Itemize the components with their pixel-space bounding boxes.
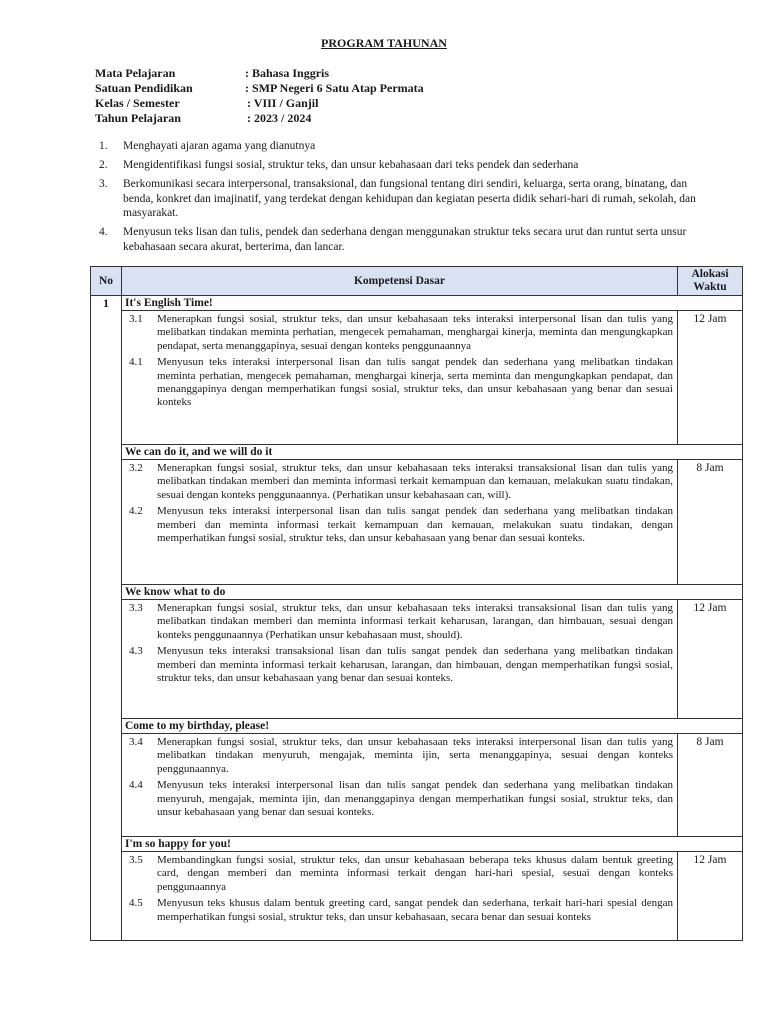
list-item — [99, 225, 709, 254]
kd-item — [128, 645, 673, 685]
topic-row — [91, 837, 743, 852]
kd-number: 3.2 — [129, 462, 143, 474]
meta-value: : VIII / Ganjil — [247, 96, 319, 110]
table-row — [91, 311, 743, 445]
kd-text: Menerapkan fungsi sosial, struktur teks, dan unsur kebahasaan teks interaksi interpersonal lisan dan tulis yang melibatkan tindakan meminta perhatian, mengecek pemahaman, menghargai kinerja, meminta dan mengungkapkan pendapat, serta menanggapinya, sesuai dengan konteks penggunaannya — [157, 313, 673, 352]
topic-title: It's English Time! — [122, 296, 743, 311]
header-alokasi-waktu — [678, 267, 743, 296]
kd-item — [128, 602, 673, 642]
kd-number: 3.4 — [129, 736, 143, 748]
list-item — [99, 139, 709, 154]
topic-title: We can do it, and we will do it — [122, 445, 743, 460]
topic-row — [91, 585, 743, 600]
kd-text: Menyusun teks interaksi interpersonal lisan dan tulis sangat pendek dan sederhana yang melibatkan tindakan memberi dan meminta informasi terkait kemampuan dan kemauan, melakukan suatu tindakan, dengan memperhatikan fungsi sosial, struktur teks, dan unsur kebahasaan yang benar dan sesuai konteks. — [157, 505, 673, 545]
kd-item — [128, 897, 673, 924]
list-text: Menyusun teks lisan dan tulis, pendek dan sederhana dengan menggunakan struktur teks secara urut dan runtut serta unsur kebahasaan secara akurat, berterima, dan lancar. — [123, 226, 687, 254]
row-number: 1 — [91, 296, 122, 941]
alokasi-waktu: 8 Jam — [678, 734, 743, 837]
meta-row-year — [95, 111, 424, 126]
kd-text: Menyusun teks khusus dalam bentuk greeting card, sangat pendek dan sederhana, terkait hari-hari spesial dengan memperhatikan fungsi sosial, struktur teks, dan unsur kebahasaan, secara benar dan sesuai konteks — [157, 897, 673, 923]
kd-number: 3.1 — [129, 313, 143, 325]
header-no: No — [91, 267, 122, 296]
kd-item — [128, 462, 673, 502]
topic-row — [91, 296, 743, 311]
kd-cell — [122, 460, 678, 585]
kompetensi-inti-list — [99, 139, 709, 259]
alokasi-waktu: 8 Jam — [678, 460, 743, 585]
list-text: Berkomunikasi secara interpersonal, transaksional, dan fungsional tentang diri sendiri, keluarga, serta orang, binatang, dan benda, konkret dan imajinatif, yang terdekat dengan kehidupan dan kegiatan peserta didik sehari-hari di rumah, sekolah, dan masyarakat. — [123, 178, 696, 220]
header-kompetensi-dasar: Kompetensi Dasar — [122, 267, 678, 296]
alokasi-waktu: 12 Jam — [678, 852, 743, 941]
table-row — [91, 734, 743, 837]
kd-number: 4.4 — [129, 779, 143, 792]
kd-number: 4.2 — [129, 505, 143, 518]
meta-label: Tahun Pelajaran — [95, 111, 181, 125]
meta-row-subject — [95, 66, 424, 81]
kd-number: 4.5 — [129, 897, 143, 910]
list-item — [99, 177, 709, 221]
topic-title: We know what to do — [122, 585, 743, 600]
kd-text: Menyusun teks interaksi transaksional lisan dan tulis sangat pendek dan sederhana yang melibatkan tindakan memberi dan meminta informasi terkait keharusan, larangan, dan himbauan, dengan memperhatikan fungsi sosial, struktur teks, dan unsur kebahasaan yang benar dan sesuai konteks. — [157, 645, 673, 685]
list-item — [99, 158, 709, 173]
kd-cell — [122, 600, 678, 719]
header-alokasi-line1: Alokasi — [691, 268, 729, 280]
meta-row-school — [95, 81, 424, 96]
kd-text: Menyusun teks interaksi interpersonal lisan dan tulis sangat pendek dan sederhana yang melibatkan tindakan meminta perhatian, mengecek pemahaman, menghargai kinerja, serta meminta dan mengungkapkan pendapat, dan menanggapinya dengan memperhatikan fungsi sosial, struktur teks, dan unsur kebahasaan yang benar dan sesuai konteks — [157, 356, 673, 409]
kd-number: 4.1 — [129, 356, 143, 369]
kd-item — [128, 736, 673, 776]
kd-text: Menerapkan fungsi sosial, struktur teks, dan unsur kebahasaan teks interaksi interpersonal lisan dan tulis yang melibatkan tindakan menyuruh, mengajak, meminta ijin, serta menanggapinya, sesuai dengan konteks penggunaannya. — [157, 736, 673, 775]
kd-number: 3.3 — [129, 602, 143, 614]
meta-value: : Bahasa Inggris — [245, 66, 330, 80]
topic-row — [91, 719, 743, 734]
kd-cell — [122, 311, 678, 445]
kd-number: 4.3 — [129, 645, 143, 658]
table-row — [91, 600, 743, 719]
list-number: 3. — [99, 178, 108, 191]
list-number: 1. — [99, 140, 108, 152]
topic-row — [91, 445, 743, 460]
list-number: 2. — [99, 159, 108, 172]
kd-cell — [122, 734, 678, 837]
table-header-row — [91, 267, 743, 296]
kd-cell — [122, 852, 678, 941]
meta-label: Satuan Pendidikan — [95, 81, 193, 95]
kd-item — [128, 313, 673, 353]
kd-text: Menerapkan fungsi sosial, struktur teks, dan unsur kebahasaan teks interaksi transaksional lisan dan tulis yang melibatkan tindakan memberi dan meminta informasi terkait keharusan, larangan, dan himbauan, sesuai dengan konteks penggunaannya (Perhatikan unsur kebahasaan must, should). — [157, 602, 673, 641]
meta-label: Kelas / Semester — [95, 96, 180, 110]
topic-title: I'm so happy for you! — [122, 837, 743, 852]
alokasi-waktu: 12 Jam — [678, 311, 743, 445]
alokasi-waktu: 12 Jam — [678, 600, 743, 719]
table-row — [91, 852, 743, 941]
list-text: Mengidentifikasi fungsi sosial, struktur teks, dan unsur kebahasaan dari teks pendek dan sederhana — [123, 159, 579, 172]
document-title: PROGRAM TAHUNAN — [321, 36, 447, 50]
list-number: 4. — [99, 226, 108, 239]
kd-text: Menerapkan fungsi sosial, struktur teks, dan unsur kebahasaan teks interaksi transaksional lisan dan tulis yang melibatkan tindakan memberi dan meminta informasi terkait kemampuan dan kemauan, melakukan suatu tindakan, sesuai dengan konteks penggunaannya. (Perhatikan unsur kebahasaan can, will). — [157, 462, 673, 501]
list-text: Menghayati ajaran agama yang dianutnya — [123, 140, 316, 152]
meta-row-class — [95, 96, 424, 111]
kd-item — [128, 854, 673, 894]
kompetensi-dasar-table — [90, 266, 743, 941]
kd-text: Membandingkan fungsi sosial, struktur teks, dan unsur kebahasaan beberapa teks khusus dalam bentuk greeting card, dengan memberi dan meminta informasi terkait dengan hari-hari spesial, sesuai dengan konteks penggunaannya — [157, 854, 673, 893]
kd-item — [128, 356, 673, 410]
table-row — [91, 460, 743, 585]
meta-value: : 2023 / 2024 — [247, 111, 312, 125]
header-alokasi-line2: Waktu — [693, 281, 727, 293]
kd-text: Menyusun teks interaksi interpersonal lisan dan tulis sangat pendek dan sederhana yang melibatkan tindakan menyuruh, mengajak, meminta ijin, dan menanggapinya dengan memperhatikan fungsi sosial, struktur teks, dan unsur kebahasaan yang benar dan sesuai konteks. — [157, 779, 673, 819]
kd-item — [128, 779, 673, 819]
document-meta — [95, 66, 424, 126]
kd-item — [128, 505, 673, 545]
meta-value: : SMP Negeri 6 Satu Atap Permata — [245, 81, 424, 95]
topic-title: Come to my birthday, please! — [122, 719, 743, 734]
kd-number: 3.5 — [129, 854, 143, 866]
meta-label: Mata Pelajaran — [95, 66, 176, 80]
